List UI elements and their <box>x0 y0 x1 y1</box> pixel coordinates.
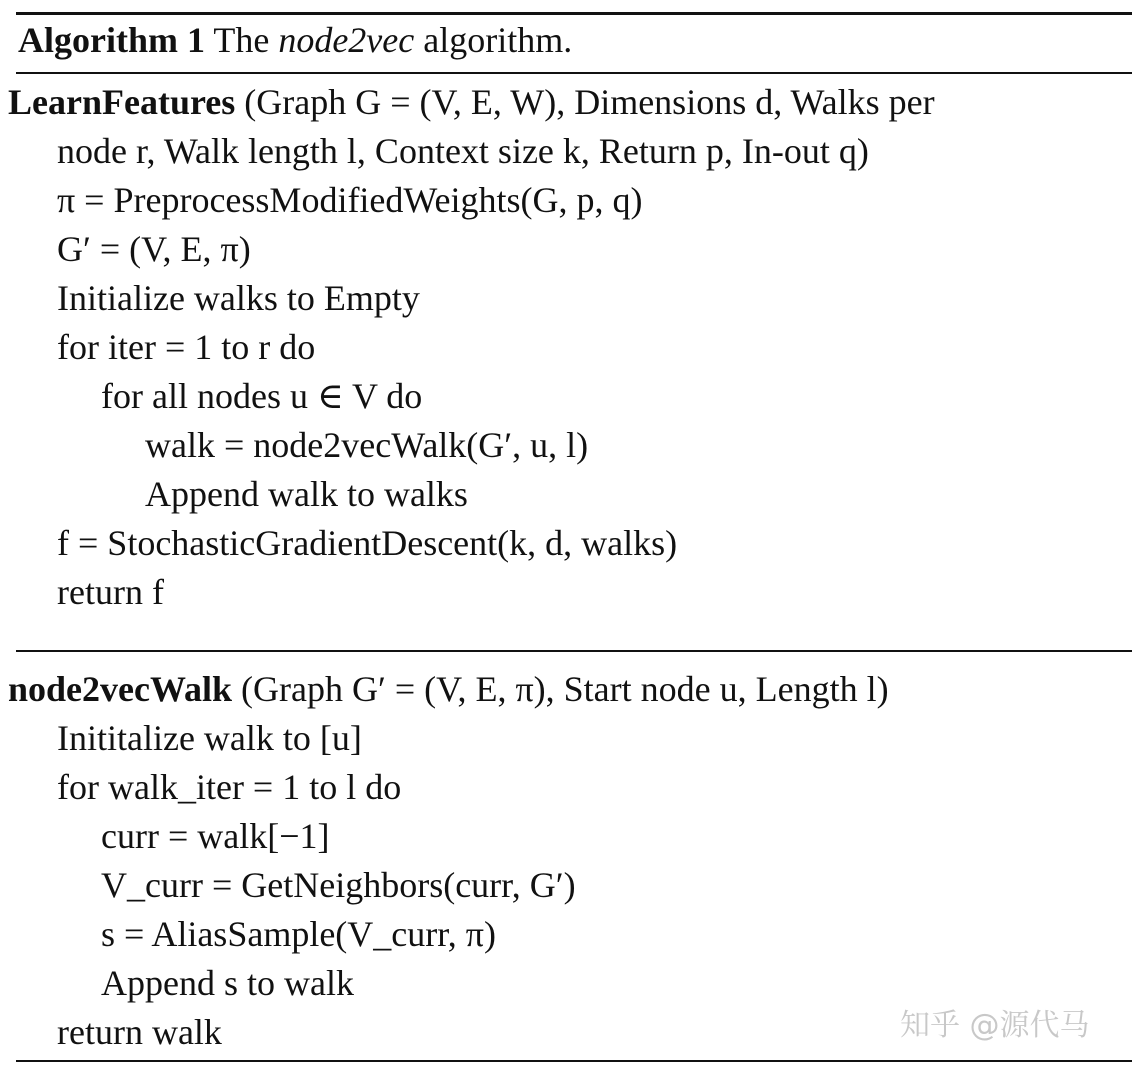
caption-pre: The <box>213 20 270 60</box>
top-rule <box>16 12 1132 15</box>
walk-name: node2vecWalk <box>8 669 233 709</box>
nw-neighbors-line: V_curr = GetNeighbors(curr, G′) <box>101 865 576 905</box>
algorithm-label: Algorithm 1 <box>18 20 205 60</box>
nw-init-walk-line: Inititalize walk to [u] <box>57 718 362 758</box>
lf-sgd-line: f = StochasticGradientDescent(k, d, walks) <box>57 523 678 563</box>
walk-header-line <box>8 667 889 711</box>
nw-for-walk-iter-line: for walk_iter = 1 to l do <box>57 767 402 807</box>
lf-return-line: return f <box>57 572 164 612</box>
lf-for-iter-line: for iter = 1 to r do <box>57 327 316 367</box>
learnfeatures-header-line1 <box>8 80 935 124</box>
walk-params: (Graph G′ = (V, E, π), Start node u, Length l) <box>241 669 889 709</box>
lf-for-all-nodes-line: for all nodes u ∈ V do <box>101 376 423 416</box>
learnfeatures-params-1: (Graph G = (V, E, W), Dimensions d, Walks per <box>244 82 935 122</box>
caption-rule <box>16 72 1132 74</box>
algorithm-caption <box>18 18 572 62</box>
lf-preprocess-line: π = PreprocessModifiedWeights(G, p, q) <box>57 180 643 220</box>
lf-init-walks-line: Initialize walks to Empty <box>57 278 420 318</box>
watermark: 知乎 @源代马 <box>900 1008 1090 1043</box>
bottom-rule <box>16 1060 1132 1062</box>
nw-append-s-line: Append s to walk <box>101 963 354 1003</box>
lf-graph-assign-line: G′ = (V, E, π) <box>57 229 251 269</box>
nw-curr-assign-line: curr = walk[−1] <box>101 816 330 856</box>
lf-walk-assign-line: walk = node2vecWalk(G′, u, l) <box>145 425 589 465</box>
lf-append-walk-line: Append walk to walks <box>145 474 468 514</box>
section-divider-rule <box>16 650 1132 652</box>
nw-alias-sample-line: s = AliasSample(V_curr, π) <box>101 914 496 954</box>
caption-post: algorithm. <box>423 20 573 60</box>
learnfeatures-header-line2: node r, Walk length l, Context size k, Return p, In-out q) <box>57 131 869 171</box>
learnfeatures-name: LearnFeatures <box>8 82 236 122</box>
caption-name: node2vec <box>278 20 415 60</box>
nw-return-line: return walk <box>57 1012 222 1052</box>
